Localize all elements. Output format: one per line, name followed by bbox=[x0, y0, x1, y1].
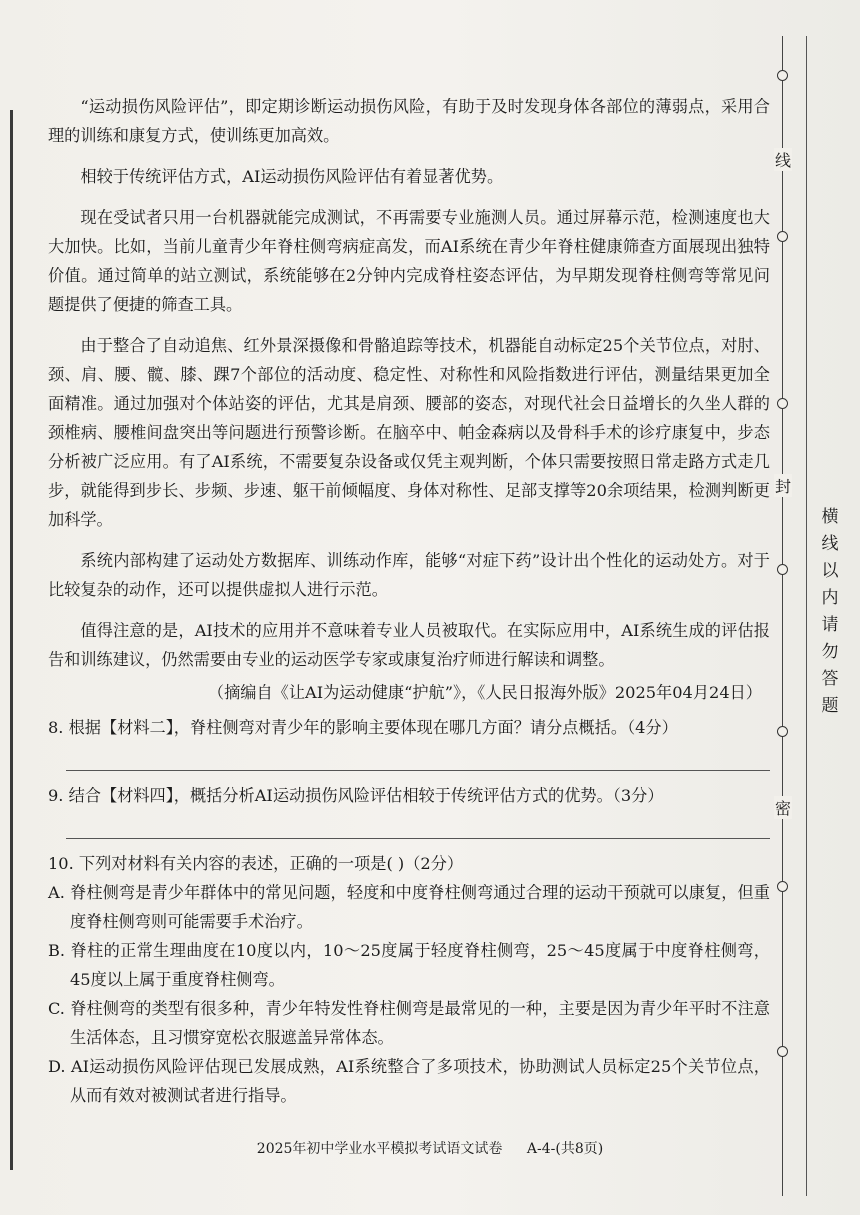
question-10: 10. 下列对材料有关内容的表述，正确的一项是( )（2分） bbox=[48, 854, 464, 873]
material-paragraph-1: “运动损伤风险评估”，即定期诊断运动损伤风险，有助于及时发现身体各部位的薄弱点，采用合理的训练和康复方式，使训练更加高效。 bbox=[48, 97, 770, 145]
footer-page-number: A-4-(共8页) bbox=[526, 1141, 604, 1157]
left-margin-rule bbox=[10, 110, 13, 1170]
material-paragraph-5: 系统内部构建了运动处方数据库、训练动作库，能够“对症下药”设计出个性化的运动处方。对于比较复杂的动作，还可以提供虚拟人进行示范。 bbox=[48, 551, 770, 599]
binding-circle-icon bbox=[777, 726, 788, 737]
binding-margin bbox=[770, 36, 860, 1196]
exam-content bbox=[48, 92, 770, 1110]
page-footer bbox=[0, 1138, 860, 1158]
binding-char-mi: 密 bbox=[774, 796, 792, 819]
material-paragraph-4: 由于整合了自动追焦、红外景深摄像和骨骼追踪等技术，机器能自动标定25个关节位点，对肘、颈、肩、腰、髋、膝、踝7个部位的活动度、稳定性、对称性和风险指数进行评估，测量结果更加全面精准。通过加强对个体站姿的评估，尤其是肩颈、腰部的姿态，对现代社会日益增长的久坐人群的颈椎病、腰椎间盘突出等问题进行预警诊断。在脑卒中、帕金森病以及骨科手术的诊疗康复中，步态分析被广泛应用。有了AI系统，不需要复杂设备或仅凭主观判断，个体只需要按照日常走路方式走几步，就能得到步长、步频、步速、躯干前倾幅度、身体对称性、足部支撑等20余项结果，检测判断更加科学。 bbox=[48, 336, 770, 529]
binding-line-inner bbox=[806, 36, 807, 1196]
answer-line-q9[interactable] bbox=[66, 810, 770, 839]
material-paragraph-6: 值得注意的是，AI技术的应用并不意味着专业人员被取代。在实际应用中，AI系统生成的评估报告和训练建议，仍然需要由专业的运动医学专家或康复治疗师进行解读和调整。 bbox=[48, 621, 770, 669]
binding-circle-icon bbox=[777, 231, 788, 242]
binding-char-xian: 线 bbox=[774, 148, 792, 171]
question-8: 8. 根据【材料二】，脊柱侧弯对青少年的影响主要体现在哪几方面？请分点概括。（4分） bbox=[48, 718, 678, 737]
binding-circle-icon bbox=[777, 398, 788, 409]
binding-char-feng: 封 bbox=[774, 474, 792, 497]
binding-warning-text: 横线以内请勿答题 bbox=[821, 507, 839, 716]
footer-title: 2025年初中学业水平模拟考试语文试卷 bbox=[256, 1141, 503, 1157]
material-paragraph-2: 相较于传统评估方式，AI运动损伤风险评估有着显著优势。 bbox=[80, 167, 504, 186]
option-b: B. 脊柱的正常生理曲度在10度以内，10～25度属于轻度脊柱侧弯，25～45度属于中度脊柱侧弯，45度以上属于重度脊柱侧弯。 bbox=[48, 941, 770, 989]
answer-line-q8[interactable] bbox=[66, 742, 770, 771]
option-d: D. AI运动损伤风险评估现已发展成熟，AI系统整合了多项技术，协助测试人员标定25个关节位点，从而有效对被测试者进行指导。 bbox=[48, 1057, 770, 1105]
option-c: C. 脊柱侧弯的类型有很多种，青少年特发性脊柱侧弯是最常见的一种，主要是因为青少年平时不注意生活体态，且习惯穿宽松衣服遮盖异常体态。 bbox=[48, 999, 770, 1047]
option-a: A. 脊柱侧弯是青少年群体中的常见问题，轻度和中度脊柱侧弯通过合理的运动干预就可以康复，但重度脊柱侧弯则可能需要手术治疗。 bbox=[48, 883, 770, 931]
material-source: （摘编自《让AI为运动健康“护航”》，《人民日报海外版》2025年04月24日） bbox=[207, 683, 762, 702]
binding-circle-icon bbox=[777, 564, 788, 575]
binding-line-outer bbox=[782, 36, 783, 1196]
binding-circle-icon bbox=[777, 1046, 788, 1057]
material-paragraph-3: 现在受试者只用一台机器就能完成测试，不再需要专业施测人员。通过屏幕示范，检测速度也大大加快。比如，当前儿童青少年脊柱侧弯病症高发，而AI系统在青少年脊柱健康筛查方面展现出独特价值。通过简单的站立测试，系统能够在2分钟内完成脊柱姿态评估，为早期发现脊柱侧弯等常见问题提供了便捷的筛查工具。 bbox=[48, 208, 770, 314]
binding-circle-icon bbox=[777, 70, 788, 81]
binding-circle-icon bbox=[777, 881, 788, 892]
question-9: 9. 结合【材料四】，概括分析AI运动损伤风险评估相较于传统评估方式的优势。（3分） bbox=[48, 786, 664, 805]
